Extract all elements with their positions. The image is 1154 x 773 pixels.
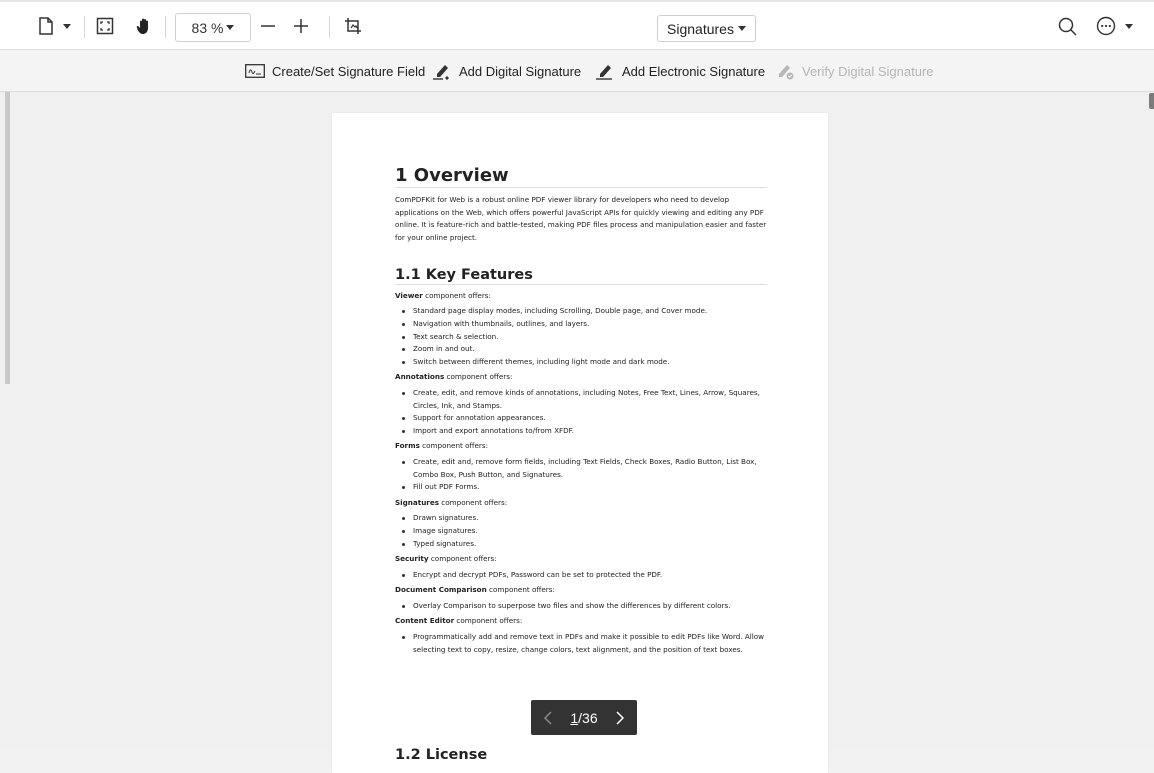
pdf-page: [332, 113, 828, 773]
mode-select[interactable]: [657, 15, 756, 42]
document-icon: [38, 17, 54, 35]
feature-heading: Annotations component offers:: [395, 372, 513, 382]
add-electronic-signature-label: Add Electronic Signature: [622, 63, 766, 79]
search-icon: [1058, 17, 1077, 36]
add-digital-signature-button[interactable]: [432, 60, 581, 82]
previous-page-icon[interactable]: [543, 711, 553, 725]
verify-digital-signature-label: Verify Digital Signature: [802, 63, 934, 79]
electronic-signature-icon: [595, 62, 615, 80]
feature-heading: Document Comparison component offers:: [395, 585, 555, 595]
chevron-down-icon: [738, 26, 746, 31]
add-electronic-signature-button[interactable]: [595, 60, 765, 82]
page-indicator[interactable]: [570, 710, 597, 726]
feature-list: [395, 631, 767, 656]
list-item: Overlay Comparison to superpose two files and show the differences by different colors.: [395, 600, 767, 613]
feature-list: [395, 305, 767, 368]
pan-tool-button[interactable]: [133, 12, 155, 40]
more-icon: [1096, 16, 1116, 36]
feature-list: [395, 569, 767, 582]
crop-page-button[interactable]: [343, 12, 363, 40]
mode-label: Signatures: [667, 20, 734, 37]
toolbar-divider: [84, 16, 85, 38]
list-item: Fill out PDF Forms.: [395, 481, 767, 494]
fit-page-button[interactable]: [94, 12, 116, 40]
vertical-scrollbar[interactable]: [1149, 93, 1154, 109]
list-item: Import and export annotations to/from XFDF.: [395, 425, 767, 438]
chevron-down-icon: [63, 24, 71, 29]
feature-heading: Viewer component offers:: [395, 290, 491, 300]
fit-screen-icon: [96, 17, 114, 35]
file-menu-button[interactable]: [32, 12, 76, 40]
next-page-icon[interactable]: [615, 711, 625, 725]
toolbar-divider: [165, 16, 166, 38]
list-item: Create, edit, and remove kinds of annotations, including Notes, Free Text, Lines, Arrow, Squares, Circles, Ink, and Stamps.: [395, 387, 767, 412]
page-heading: 1 Overview: [395, 165, 767, 188]
intro-paragraph: ComPDFKit for Web is a robust online PDF viewer library for developers who need to develop applications on the Web, which offers powerful JavaScript APIs for quickly viewing and editing any PDF online. It is feature-rich and battle-tested, making PDF files process and manipulation easier and faster for your online project.: [395, 195, 767, 243]
list-item: Programmatically add and remove text in PDFs and make it possible to edit PDFs like Word. Allow selecting text to copy, resize, change colors, text alignment, and the position of text boxes.: [395, 631, 767, 656]
next-section-heading: 1.2 License: [395, 747, 488, 763]
search-button[interactable]: [1056, 12, 1078, 40]
feature-heading: Signatures component offers:: [395, 497, 508, 507]
list-item: Zoom in and out.: [395, 343, 767, 356]
list-item: Standard page display modes, including Scrolling, Double page, and Cover mode.: [395, 305, 767, 318]
verify-digital-signature-button[interactable]: [775, 60, 934, 82]
signature-toolbar: [0, 50, 1154, 92]
zoom-out-button[interactable]: [258, 12, 278, 40]
list-item: Drawn signatures.: [395, 512, 767, 525]
feature-list: [395, 600, 767, 613]
page-navigator: [531, 700, 637, 735]
list-item: Image signatures.: [395, 525, 767, 538]
list-item: Create, edit and, remove form fields, including Text Fields, Check Boxes, Radio Button, List Box, Combo Box, Push Button, and Signatures.: [395, 456, 767, 481]
create-signature-field-label: Create/Set Signature Field: [272, 63, 426, 79]
zoom-select[interactable]: [175, 13, 251, 42]
zoom-value: 83 %: [191, 19, 224, 36]
toolbar-divider: [329, 16, 330, 38]
feature-list: [395, 456, 767, 494]
feature-heading: Forms component offers:: [395, 441, 488, 451]
crop-icon: [344, 17, 362, 35]
list-item: Support for annotation appearances.: [395, 412, 767, 425]
list-item: Typed signatures.: [395, 538, 767, 551]
feature-heading: Security component offers:: [395, 554, 497, 564]
page-content: [395, 165, 767, 659]
more-options-button[interactable]: [1094, 12, 1134, 40]
verify-signature-icon: [775, 62, 795, 80]
list-item: Text search & selection.: [395, 331, 767, 344]
feature-heading: Content Editor component offers:: [395, 616, 523, 626]
chevron-down-icon: [226, 25, 234, 30]
create-signature-field-button[interactable]: [245, 60, 425, 82]
hand-icon: [136, 17, 153, 35]
list-item: Encrypt and decrypt PDFs, Password can be set to protected the PDF.: [395, 569, 767, 582]
feature-list: [395, 512, 767, 550]
feature-list: [395, 387, 767, 437]
main-toolbar: [0, 0, 1154, 50]
current-page[interactable]: 1: [570, 709, 579, 726]
plus-icon: [293, 18, 309, 34]
zoom-in-button[interactable]: [291, 12, 311, 40]
section-heading: 1.1 Key Features: [395, 267, 767, 285]
list-item: Switch between different themes, including light mode and dark mode.: [395, 356, 767, 369]
minus-icon: [260, 18, 276, 34]
signature-field-icon: [245, 64, 265, 78]
list-item: Navigation with thumbnails, outlines, and layers.: [395, 318, 767, 331]
add-digital-signature-label: Add Digital Signature: [459, 63, 582, 79]
digital-signature-icon: [432, 62, 452, 80]
total-pages: /36: [578, 709, 598, 726]
chevron-down-icon: [1125, 24, 1133, 29]
sidebar-edge: [5, 92, 10, 384]
